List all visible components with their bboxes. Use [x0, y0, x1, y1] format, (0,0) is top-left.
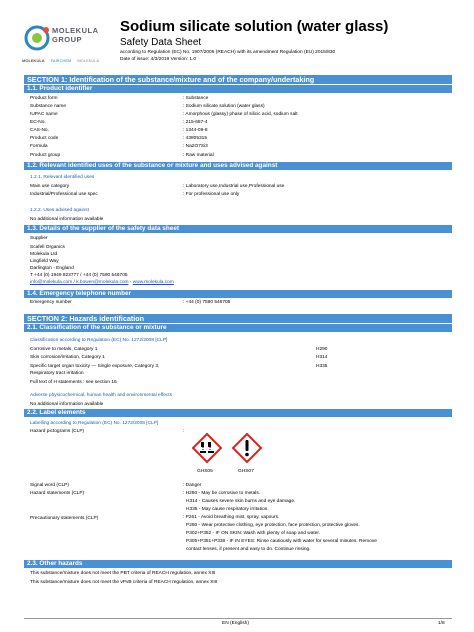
- corrosion-icon: [192, 433, 222, 463]
- class-label: Corrosive to metals, Category 1: [30, 347, 98, 352]
- row-label: IUPAC name: [30, 112, 58, 117]
- class-code: H335: [316, 364, 328, 369]
- hazard-statement: H335 - May cause respiratory irritation.: [186, 507, 269, 512]
- section-1-4-header: 1.4. Emergency telephone number: [24, 290, 452, 298]
- pictogram-label: GHS07: [238, 469, 254, 474]
- supplier-line: T +44 (0) 1949 823777 / +44 (0) 7590 546705: [30, 273, 128, 278]
- partner-logo-2: FAIRCHEM: [50, 58, 72, 63]
- class-label: Specific target organ toxicity — Single exposure, Category 3,: [30, 364, 160, 369]
- full-text-note: Full text of H statements : see section 16: [30, 380, 117, 385]
- signal-word-value: : Danger: [183, 483, 202, 488]
- precautionary-statement: P280 - Wear protective clothing, eye protection, face protection, protective gloves.: [186, 523, 360, 528]
- partner-logo-3: MOLEKULA: [77, 58, 100, 63]
- supplier-email-link[interactable]: info@molekula.com / k.bowen@molekula.com: [30, 280, 129, 285]
- section-1-2-2-title: 1.2.2. Uses advised against: [30, 208, 89, 213]
- section-1-1-header: 1.1. Product identifier: [24, 85, 452, 93]
- row-value: : 1344-09-8: [183, 128, 208, 133]
- row-value: : Amorphous (glassy) phase of silicic acid, sodium salt: [183, 112, 298, 117]
- exclamation-mark-icon: [232, 433, 262, 463]
- row-label: Main use category: [30, 184, 70, 189]
- logo-text: MOLEKULA GROUP: [52, 26, 99, 44]
- emergency-label: Emergency number: [30, 300, 72, 305]
- other-hazards-line: This substance/mixture does not meet the PBT criteria of REACH regulation, annex XIII: [30, 571, 216, 576]
- section-1-header: SECTION 1: Identification of the substance/mixture and of the company/undertaking: [24, 75, 452, 84]
- precautionary-statement: contact lenses, if present and easy to do. Continue rinsing.: [186, 547, 311, 552]
- section-2-header: SECTION 2: Hazards identification: [24, 314, 452, 323]
- row-label: Substance name: [30, 104, 67, 109]
- issue-date: Date of issue: 4/3/2019 Version: 1.0: [120, 57, 197, 62]
- section-1-2-header: 1.2. Relevant identified uses of the substance or mixture and uses advised against: [24, 162, 452, 170]
- row-label: Formula: [30, 144, 48, 149]
- section-1-3-header: 1.3. Details of the supplier of the safety data sheet: [24, 225, 452, 233]
- clp-classification-title: Classification according to Regulation (EC) No. 1272/2008 [CLP]: [30, 338, 168, 343]
- signal-word-label: Signal word (CLP): [30, 483, 69, 488]
- section-2-3-header: 2.3. Other hazards: [24, 560, 452, 568]
- no-info-text: No additional information available: [30, 217, 104, 222]
- supplier-website-link[interactable]: www.molekula.com: [132, 280, 174, 285]
- hazard-statements-label: Hazard statements (CLP): [30, 491, 85, 496]
- row-label: CAS-No.: [30, 128, 49, 133]
- row-label: Industrial/Professional use spec: [30, 192, 98, 197]
- precautionary-statement: : P261 - Avoid breathing mist, spray, vapours.: [183, 515, 280, 520]
- row-label: Product code: [30, 136, 59, 141]
- row-value: : Sodium silicate solution (water glass): [183, 104, 265, 109]
- partner-logo-1: MOLEKULA: [22, 58, 45, 63]
- precautionary-statement: P305+P351+P338 - IF IN EYES: Rinse cautiously with water for several minutes. Remove: [186, 539, 377, 544]
- row-value: : Raw material: [183, 153, 214, 158]
- pictograms-label: Hazard pictograms (CLP): [30, 429, 85, 434]
- pictogram-label: GHS05: [197, 469, 213, 474]
- row-value: : For professional use only: [183, 192, 240, 197]
- labelling-title: Labelling according to Regulation (EC) No. 1272/2008 [CLP]: [30, 421, 159, 426]
- section-1-2-1-title: 1.2.1. Relevant identified uses: [30, 175, 95, 180]
- hazard-statement: H314 - Causes severe skin burns and eye damage.: [186, 499, 296, 504]
- document-subtitle: Safety Data Sheet: [120, 37, 202, 48]
- section-2-1-header: 2.1. Classification of the substance or mixture: [24, 324, 452, 332]
- row-label: Product form: [30, 96, 58, 101]
- class-label-cont: Respiratory tract irritation: [30, 371, 84, 376]
- class-label: Skin corrosion/irritation, Category 1: [30, 355, 105, 360]
- row-value: : Laboratory use,Industrial use,Professional use: [183, 184, 285, 189]
- document-title: Sodium silicate solution (water glass): [120, 18, 389, 35]
- supplier-line: Molekula Ltd: [30, 252, 58, 257]
- row-label: Product group: [30, 153, 61, 158]
- other-hazards-line: This substance/mixture does not meet the vPvB criteria of REACH regulation, annex XIII: [30, 580, 218, 585]
- precautionary-statement: P302+P352 - IF ON SKIN: Wash with plenty of soap and water.: [186, 531, 321, 536]
- hazard-statement: : H290 - May be corrosive to metals.: [183, 491, 261, 496]
- row-value: : Na2O7Si3: [183, 144, 208, 149]
- supplier-line: Supplier: [30, 236, 48, 241]
- row-value: : 43805315: [183, 136, 208, 141]
- supplier-contact-links: [30, 280, 174, 285]
- class-code: H314: [316, 355, 328, 360]
- row-value: : 215-687-4: [183, 120, 208, 125]
- no-info-text: No additional information available: [30, 402, 104, 407]
- footer-page-number: 1/8: [438, 621, 445, 626]
- partner-logos: [22, 58, 99, 63]
- precautionary-statements-label: Precautionary statements (CLP): [30, 516, 99, 521]
- footer-divider: [24, 618, 452, 619]
- adverse-effects-title: Adverse physicochemical, human health and environmental effects: [30, 393, 173, 398]
- emergency-value: : +44 (0) 7590 546705: [183, 300, 231, 305]
- link-separator: -: [128, 280, 133, 285]
- supplier-line: Scafell Organics: [30, 245, 65, 250]
- row-value: : Substance: [183, 96, 209, 101]
- footer-language: EN (English): [222, 621, 249, 626]
- regulation-text: according to Regulation (EC) No. 1907/2006 (REACH) with its amendment Regulation (EU) 2015/830: [120, 50, 336, 55]
- section-2-2-header: 2.2. Label elements: [24, 409, 452, 417]
- supplier-line: Lingfield Way: [30, 259, 59, 264]
- supplier-line: Darlington - England: [30, 266, 74, 271]
- pictograms-colon: :: [183, 429, 185, 434]
- class-code: H290: [316, 347, 328, 352]
- row-label: EC-No.: [30, 120, 46, 125]
